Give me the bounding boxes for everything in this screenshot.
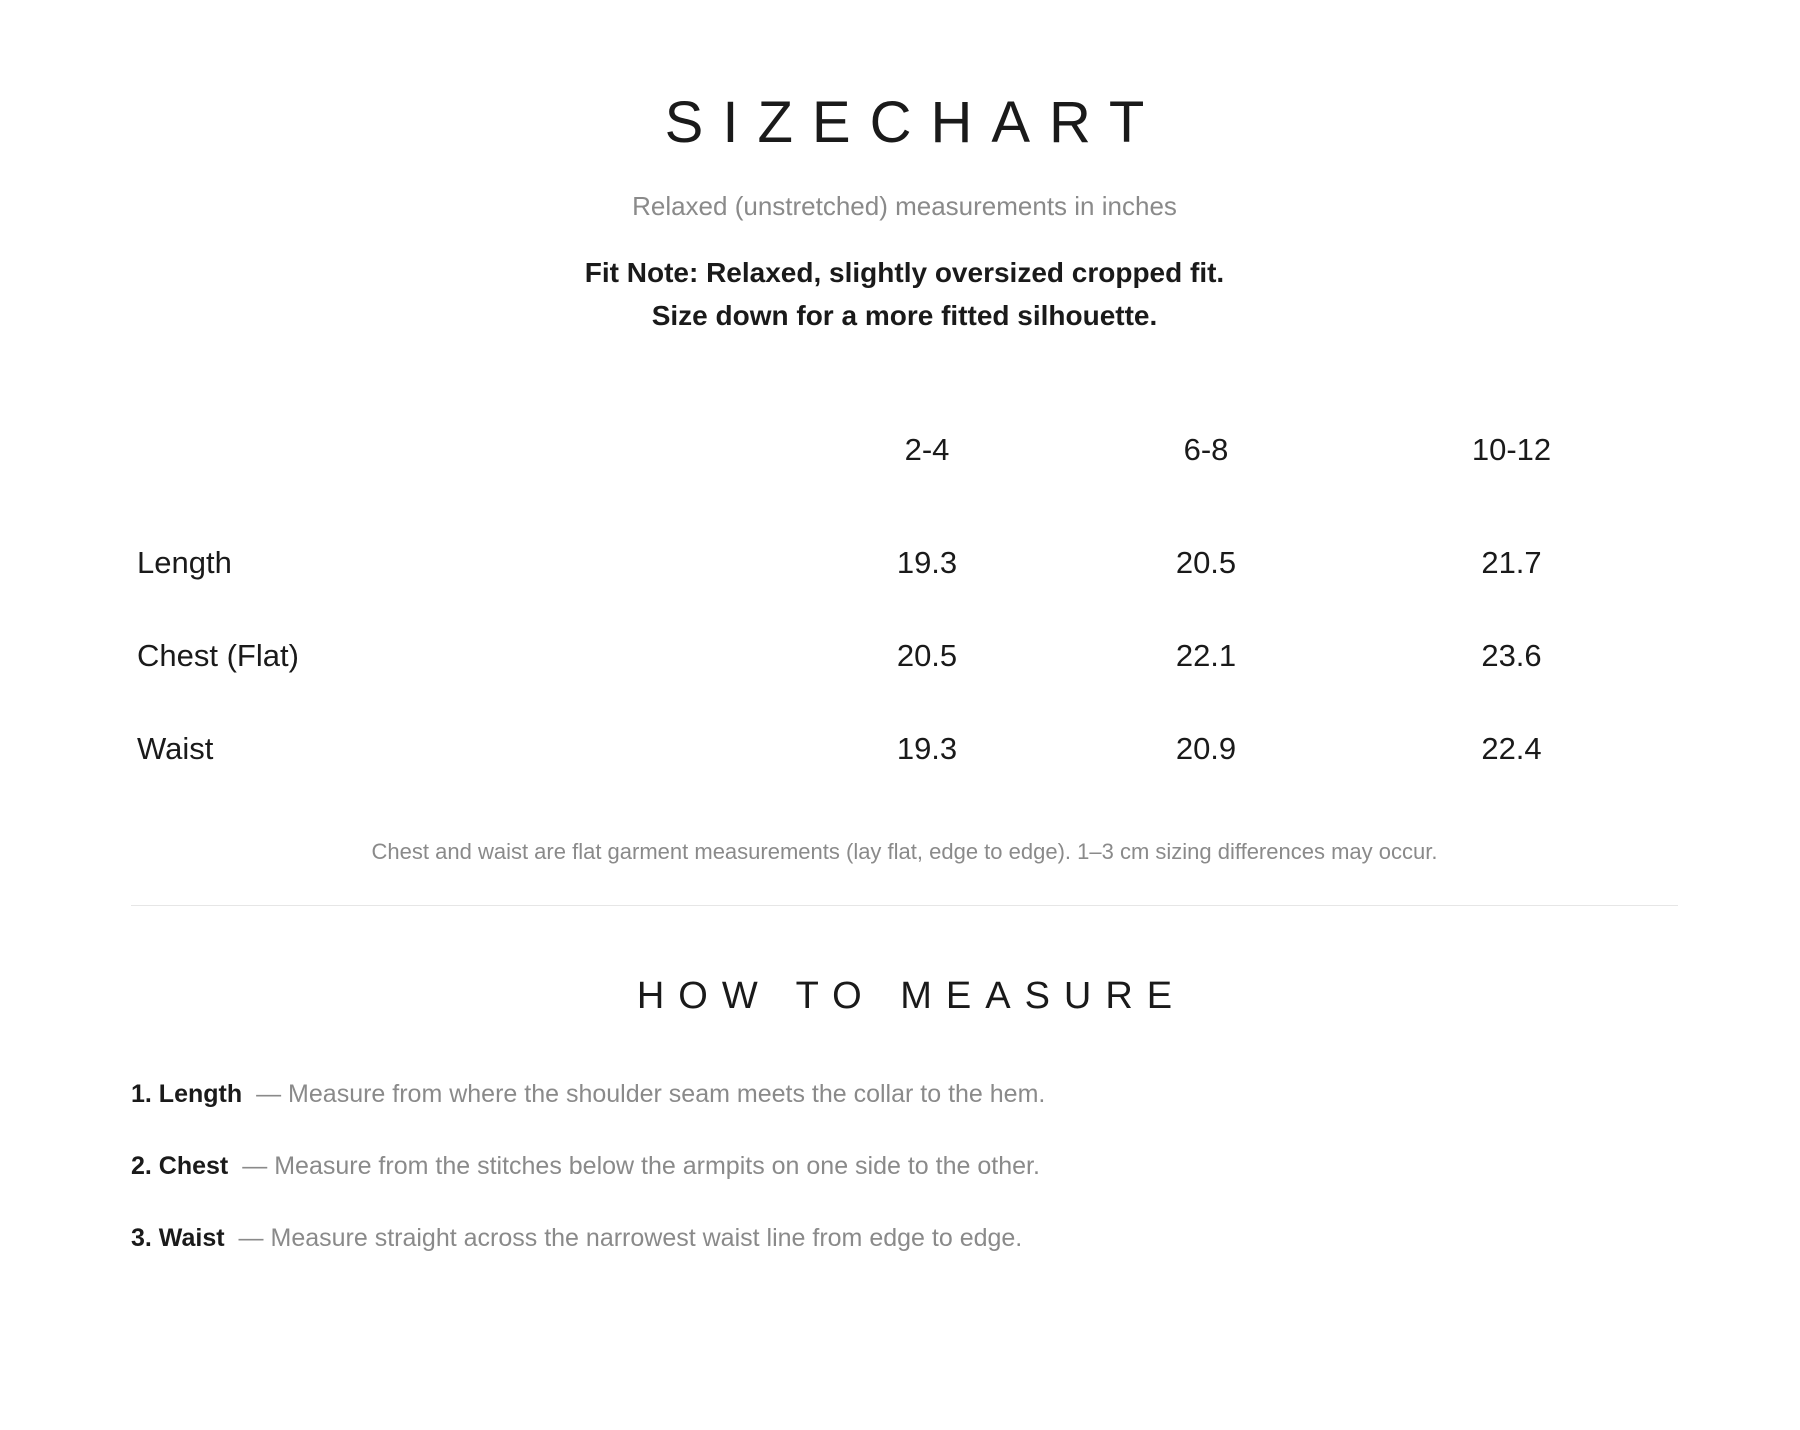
cell-length-2-4: 19.3 — [896, 544, 958, 580]
list-item-chest — [131, 1149, 1678, 1221]
row-label-waist: Waist — [137, 730, 214, 766]
fit-note — [131, 251, 1678, 337]
row-label-chest: Chest (Flat) — [137, 637, 299, 673]
list-item-waist — [131, 1221, 1678, 1293]
list-item-length — [131, 1077, 1678, 1149]
cell-waist-10-12: 22.4 — [1481, 730, 1542, 766]
size-header-row — [131, 410, 1678, 490]
measure-desc-waist: — Measure straight across the narrowest waist line from edge to edge. — [238, 1224, 1023, 1252]
how-to-measure-title: HOW TO MEASURE — [636, 975, 1187, 1017]
measure-desc-chest: — Measure from the stitches below the armpits on one side to the other. — [242, 1152, 1040, 1180]
cell-waist-6-8: 20.9 — [1175, 730, 1237, 766]
measurement-footnote: Chest and waist are flat garment measurements (lay flat, edge to edge). 1–3 cm sizing differences may occur. — [371, 839, 1438, 864]
page-subtitle: Relaxed (unstretched) measurements in inches — [632, 191, 1177, 221]
row-label-length: Length — [137, 544, 232, 580]
cell-length-10-12: 21.7 — [1481, 544, 1542, 580]
how-to-measure-list — [131, 1077, 1678, 1293]
size-header-2-4: 2-4 — [904, 432, 950, 467]
cell-chest-10-12: 23.6 — [1481, 637, 1542, 673]
size-header-empty — [131, 410, 787, 490]
table-row-length — [131, 516, 1678, 609]
measure-term-length: 1. Length — [131, 1080, 243, 1108]
page-title: SIZECHART — [664, 90, 1164, 155]
size-table — [131, 410, 1678, 795]
section-divider — [131, 905, 1678, 906]
fit-note-line-2: Size down for a more fitted silhouette. — [651, 300, 1158, 331]
size-header-10-12: 10-12 — [1471, 432, 1552, 467]
table-row-chest — [131, 609, 1678, 702]
size-header-6-8: 6-8 — [1183, 432, 1229, 467]
cell-chest-6-8: 22.1 — [1175, 637, 1237, 673]
measure-term-chest: 2. Chest — [131, 1152, 229, 1180]
table-row-waist — [131, 702, 1678, 795]
fit-note-line-1: Fit Note: Relaxed, slightly oversized cropped fit. — [584, 257, 1225, 288]
measure-term-waist: 3. Waist — [131, 1224, 225, 1252]
header-spacer — [131, 490, 1678, 516]
cell-chest-2-4: 20.5 — [896, 637, 958, 673]
cell-waist-2-4: 19.3 — [896, 730, 958, 766]
measure-desc-length: — Measure from where the shoulder seam meets the collar to the hem. — [256, 1080, 1046, 1108]
cell-length-6-8: 20.5 — [1175, 544, 1237, 580]
